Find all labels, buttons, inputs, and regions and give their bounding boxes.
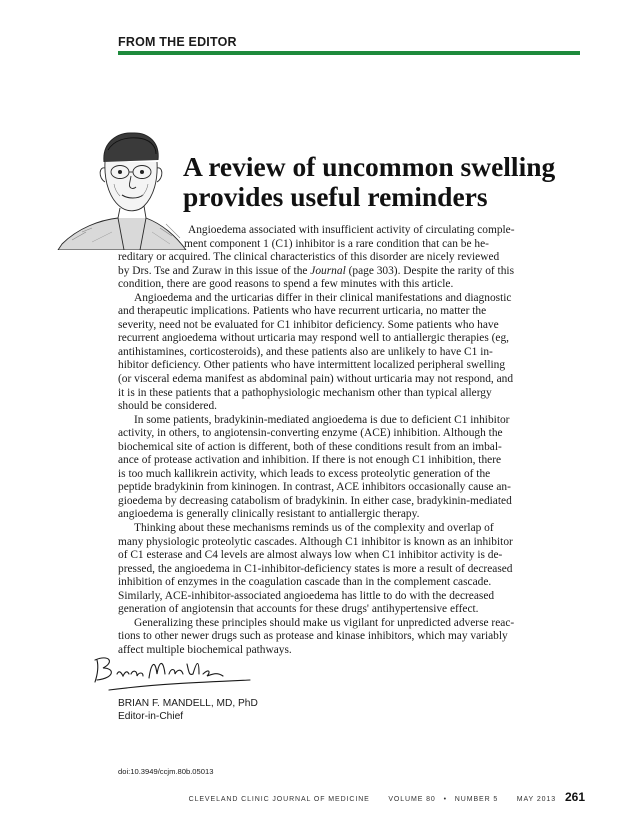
body-line: angioedema is generally clinically resistant to antiallergic therapy. (118, 508, 420, 521)
article-title (183, 152, 583, 212)
body-line: gioedema by decreasing catabolism of bradykinin. In either case, bradykinin-mediated (118, 494, 512, 507)
body-line: inhibition of enzymes in the coagulation cascade than in the complement cascade. (118, 576, 492, 589)
author-name: BRIAN F. MANDELL, MD, PhD (118, 698, 258, 709)
body-line: condition, there are good reasons to spend a few minutes with this article. (118, 278, 454, 291)
journal-italic: Journal (310, 264, 346, 277)
section-rule (118, 51, 580, 55)
author-title: Editor-in-Chief (118, 711, 184, 722)
volume: VOLUME 80 (388, 796, 436, 803)
body-line: Generalizing these principles should make us vigilant for unpredicted adverse reac- (134, 616, 515, 629)
body-line: ance of protease activation and inhibition. If there is not enough C1 inhibition, there (118, 454, 502, 467)
body-line: affect multiple biochemical pathways. (118, 643, 292, 656)
body-line: recurrent angioedema without urticaria may respond well to antiallergic therapies (eg, (118, 332, 510, 345)
page-number: 261 (565, 790, 586, 804)
body-line: biochemical site of action is different, both of these conditions result from an imbal- (118, 440, 502, 453)
body-line: activity, in others, to angiotensin-converting enzyme (ACE) inhibition. Although the (118, 427, 503, 440)
body-line: ment component 1 (C1) inhibitor is a rare condition that can be he- (184, 237, 489, 250)
body-line: In some patients, bradykinin-mediated angioedema is due to deficient C1 inhibitor (134, 413, 510, 426)
body-line: antihistamines, corticosteroids), and these patients also are unlikely to have C1 in- (118, 345, 493, 358)
body-line: Angioedema and the urticarias differ in their clinical manifestations and diagnostic (134, 291, 512, 304)
body-line: hibitor deficiency. Other patients who have intermittent localized peripheral swelling (118, 359, 506, 372)
body-line: pressed, the angioedema in C1-inhibitor-deficiency states is more a result of decreased (118, 562, 513, 575)
section-label: FROM THE EDITOR (118, 35, 237, 49)
body-line: should be considered. (118, 400, 218, 413)
body-line: (or visceral edema manifest as abdominal pain) without urticaria may not respond, and (118, 373, 514, 386)
issue-number: NUMBER 5 (454, 796, 499, 803)
article-body (118, 224, 548, 658)
issue-date: MAY 2013 (516, 796, 556, 803)
body-line: generation of angiotensin that accounts for these drugs' antihypertensive effect. (118, 603, 479, 616)
article-title-line: A review of uncommon swelling (183, 151, 556, 182)
body-line: peptide bradykinin from kininogen. In contrast, ACE inhibitors occasionally cause an- (118, 481, 511, 494)
journal-footer: CLEVELAND CLINIC JOURNAL OF MEDICINE VOLUME 80 • NUMBER 5 MAY 2013 (188, 796, 556, 803)
handwritten-signature (85, 650, 255, 696)
body-line: it is in these patients that a pathophysiologic mechanism other than typical allergy (118, 386, 492, 399)
body-line: Similarly, ACE-inhibitor-associated angioedema has little to do with the decreased (118, 589, 495, 602)
body-line: by Drs. Tse and Zuraw in this issue of the Journal (page 303). Despite the rarity of this (118, 264, 515, 277)
body-line: severity, need not be evaluated for C1 inhibitor deficiency. Some patients who have (118, 318, 499, 331)
body-line: of C1 esterase and C4 levels are almost always low when C1 inhibitor activity is de- (118, 549, 503, 562)
body-line: is too much kallikrein activity, which leads to excess proteolytic generation of the (118, 467, 491, 480)
body-line: many physiologic proteolytic cascades. Although C1 inhibitor is known as an inhibitor (118, 535, 513, 548)
article-title-line: provides useful reminders (183, 181, 488, 212)
journal-name: CLEVELAND CLINIC JOURNAL OF MEDICINE (188, 796, 370, 803)
body-line: reditary or acquired. The clinical characteristics of this disorder are nicely reviewed (118, 251, 500, 264)
body-line: tions to other newer drugs such as protease and kinase inhibitors, which may variably (118, 630, 508, 643)
doi-link[interactable]: doi:10.3949/ccjm.80b.05013 (118, 767, 214, 776)
body-line: and therapeutic implications. Patients who have recurrent urticaria, no matter the (118, 305, 487, 318)
body-line: Thinking about these mechanisms reminds us of the complexity and overlap of (134, 522, 494, 535)
body-line: Angioedema associated with insufficient activity of circulating comple- (188, 224, 515, 236)
